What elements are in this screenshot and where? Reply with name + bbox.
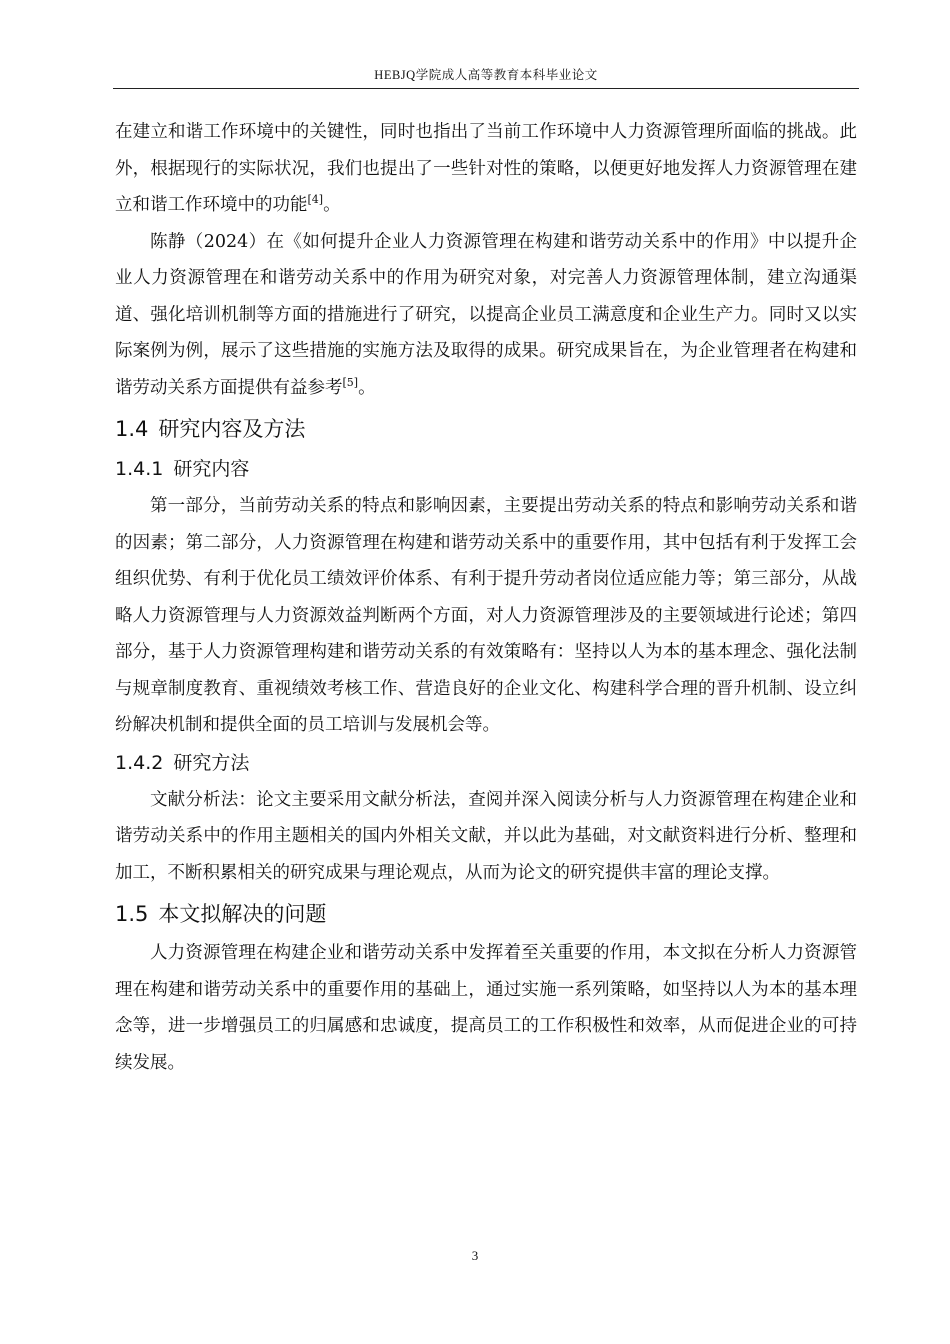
paragraph-text: 陈静（2024）在《如何提升企业人力资源管理在构建和谐劳动关系中的作用》中以提升企业人力资源管理在和谐劳动关系中的作用为研究对象，对完善人力资源管理体制，建立沟通渠道、强化培训机制等方面的措施进行了研究，以提高企业员工满意度和企业生产力。同时又以实际案例为例，展示了这些措施的实施方法及取得的成果。研究成果旨在，为企业管理者在构建和谐劳动关系方面提供有益参考: [115, 231, 857, 398]
section-number: 1.5: [115, 902, 149, 926]
paragraph-research-method: 文献分析法：论文主要采用文献分析法，查阅并深入阅读分析与人力资源管理在构建企业和谐劳动关系中的作用主题相关的国内外相关文献，并以此为基础，对文献资料进行分析、整理和加工，不断积累相关的研究成果与理论观点，从而为论文的研究提供丰富的理论支撑。: [115, 789, 857, 883]
page-number: 3: [471, 1248, 479, 1263]
paragraph-end: 。: [323, 195, 341, 215]
section-heading-1-4-2: [115, 744, 857, 782]
section-heading-1-4-1: [115, 450, 857, 488]
running-header: HEBJQ学院成人高等教育本科毕业论文: [374, 68, 598, 82]
citation-4: [4]: [307, 193, 324, 207]
paragraph-chenjing: [115, 224, 857, 407]
section-title: 本文拟解决的问题: [158, 902, 327, 926]
paragraph-continued: [115, 114, 857, 224]
section-heading-1-5: [115, 894, 857, 934]
section-title: 研究内容: [173, 458, 250, 480]
citation-5: [5]: [342, 375, 359, 389]
section-title: 研究方法: [173, 751, 250, 774]
page-body: [115, 114, 857, 1081]
section-number: 1.4.1: [115, 458, 164, 480]
paragraph-text: 在建立和谐工作环境中的关键性，同时也指出了当前工作环境中人力资源管理所面临的挑战。此外，根据现行的实际状况，我们也提出了一些针对性的策略，以便更好地发挥人力资源管理在建立和谐工作环境中的功能: [115, 122, 857, 215]
paragraph-research-content: 第一部分，当前劳动关系的特点和影响因素，主要提出劳动关系的特点和影响劳动关系和谐的因素；第二部分，人力资源管理在构建和谐劳动关系中的重要作用，其中包括有利于发挥工会组织优势、有利于优化员工绩效评价体系、有利于提升劳动者岗位适应能力等；第三部分，从战略人力资源管理与人力资源效益判断两个方面，对人力资源管理涉及的主要领域进行论述；第四部分，基于人力资源管理构建和谐劳动关系的有效策略有：坚持以人为本的基本理念、强化法制与规章制度教育、重视绩效考核工作、营造良好的企业文化、构建科学合理的晋升机制、设立纠纷解决机制和提供全面的员工培训与发展机会等。: [115, 496, 857, 735]
section-heading-1-4: [115, 409, 857, 449]
paragraph-end: 。: [358, 377, 376, 398]
paragraph-problems: 人力资源管理在构建企业和谐劳动关系中发挥着至关重要的作用，本文拟在分析人力资源管理在构建和谐劳动关系中的重要作用的基础上，通过实施一系列策略，如坚持以人为本的基本理念等，进一步增强员工的归属感和忠诚度，提高员工的工作积极性和效率，从而促进企业的可持续发展。: [115, 943, 857, 1073]
section-number: 1.4.2: [115, 751, 164, 774]
section-number: 1.4: [115, 417, 149, 441]
header-rule: [113, 88, 859, 89]
section-title: 研究内容及方法: [158, 417, 306, 441]
